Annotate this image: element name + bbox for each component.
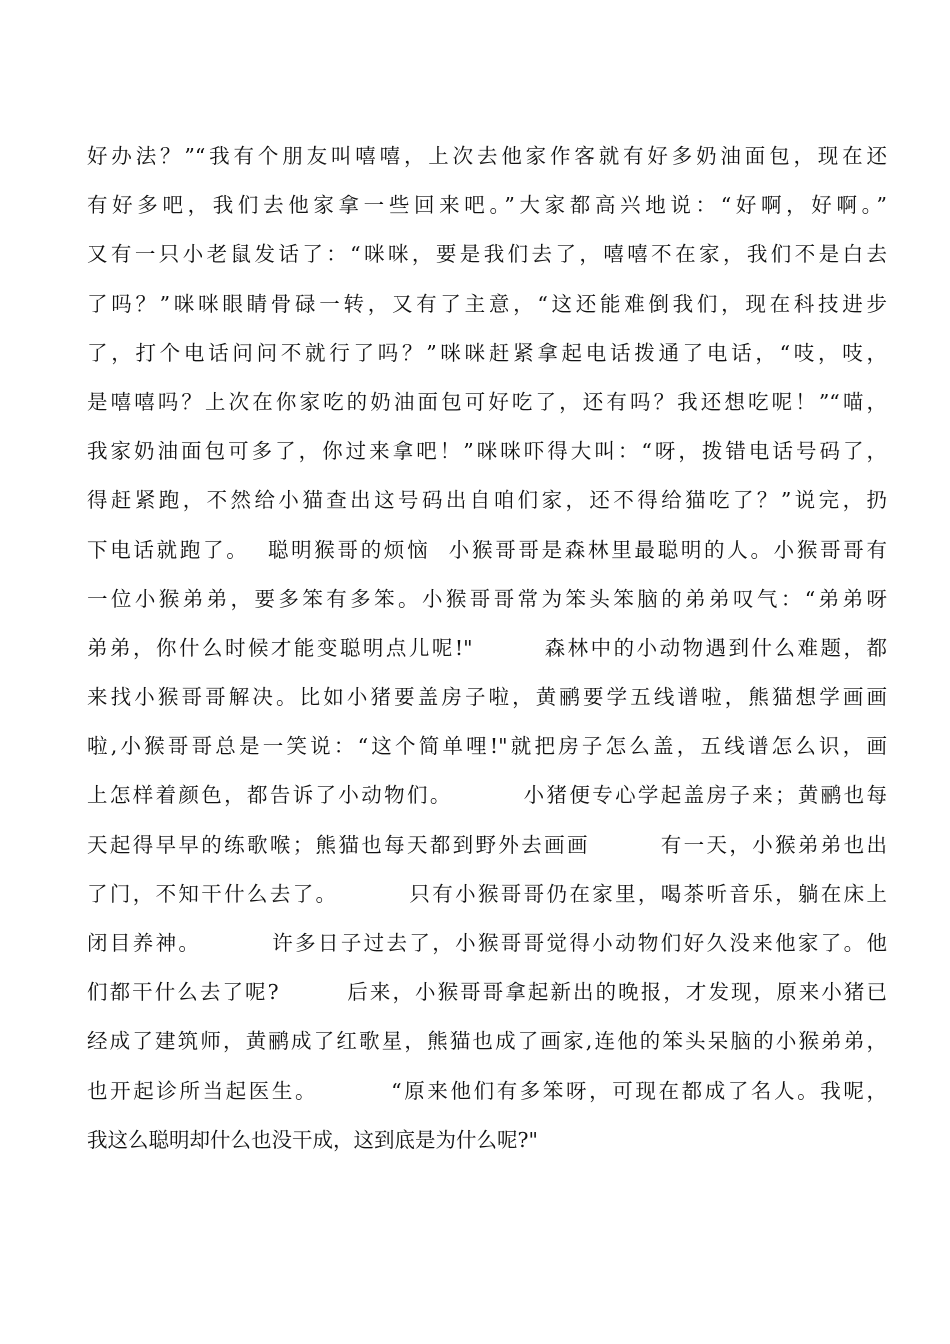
text-line: 是嘻嘻吗？上次在你家吃的奶油面包可好吃了，还有吗？我还想吃呢！”“喵， [87,389,887,414]
text-line: 闭目养神。 许多日子过去了，小猴哥哥觉得小动物们好久没来他家了。他 [87,931,887,955]
text-line: 我这么聪明却什么也没干成，这到底是为什么呢?" [87,1127,538,1152]
text-line: 天起得早早的练歌喉；熊猫也每天都到野外去画画 有一天，小猴弟弟也出 [87,832,887,857]
text-line: 弟弟，你什么时候才能变聪明点儿呢!" 森林中的小动物遇到什么难题，都 [87,635,887,660]
text-line: 得赶紧跑，不然给小猫查出这号码出自咱们家，还不得给猫吃了？”说完，扔 [87,488,887,513]
text-line: 啦,小猴哥哥总是一笑说：“这个简单哩!"就把房子怎么盖，五线谱怎么识，画 [87,734,887,759]
text-line: 了门，不知干什么去了。 只有小猴哥哥仍在家里，喝茶听音乐，躺在床上 [87,881,887,906]
story-text [87,132,887,1165]
text-line: 我家奶油面包可多了，你过来拿吧！”咪咪吓得大叫：“呀，拨错电话号码了， [87,439,887,464]
text-line: 下电话就跑了。 聪明猴哥的烦恼 小猴哥哥是森林里最聪明的人。小猴哥哥有 [87,537,887,562]
text-line: 来找小猴哥哥解决。比如小猪要盖房子啦，黄鹂要学五线谱啦，熊猫想学画画 [87,685,887,710]
text-line: 了，打个电话问问不就行了吗？”咪咪赶紧拿起电话拨通了电话，“吱，吱， [87,340,887,365]
text-line: 有好多吧，我们去他家拿一些回来吧。”大家都高兴地说：“好啊，好啊。” [87,193,887,218]
text-line: 们都干什么去了呢? 后来，小猴哥哥拿起新出的晚报，才发现，原来小猪已 [87,980,887,1005]
text-line: 又有一只小老鼠发话了：“咪咪，要是我们去了，嘻嘻不在家，我们不是白去 [87,242,887,267]
text-line: 上怎样着颜色，都告诉了小动物们。 小猪便专心学起盖房子来；黄鹂也每 [87,783,887,808]
text-line: 经成了建筑师，黄鹂成了红歌星，熊猫也成了画家,连他的笨头呆脑的小猴弟弟， [87,1029,887,1054]
text-line: 了吗？”咪咪眼睛骨碌一转，又有了主意，“这还能难倒我们，现在科技进步 [87,291,887,316]
text-line: 一位小猴弟弟，要多笨有多笨。小猴哥哥常为笨头笨脑的弟弟叹气：“弟弟呀 [87,586,887,611]
text-line: 也开起诊所当起医生。 “原来他们有多笨呀，可现在都成了名人。我呢， [87,1078,887,1103]
text-line: 好办法？”“我有个朋友叫嘻嘻，上次去他家作客就有好多奶油面包，现在还 [87,144,887,168]
